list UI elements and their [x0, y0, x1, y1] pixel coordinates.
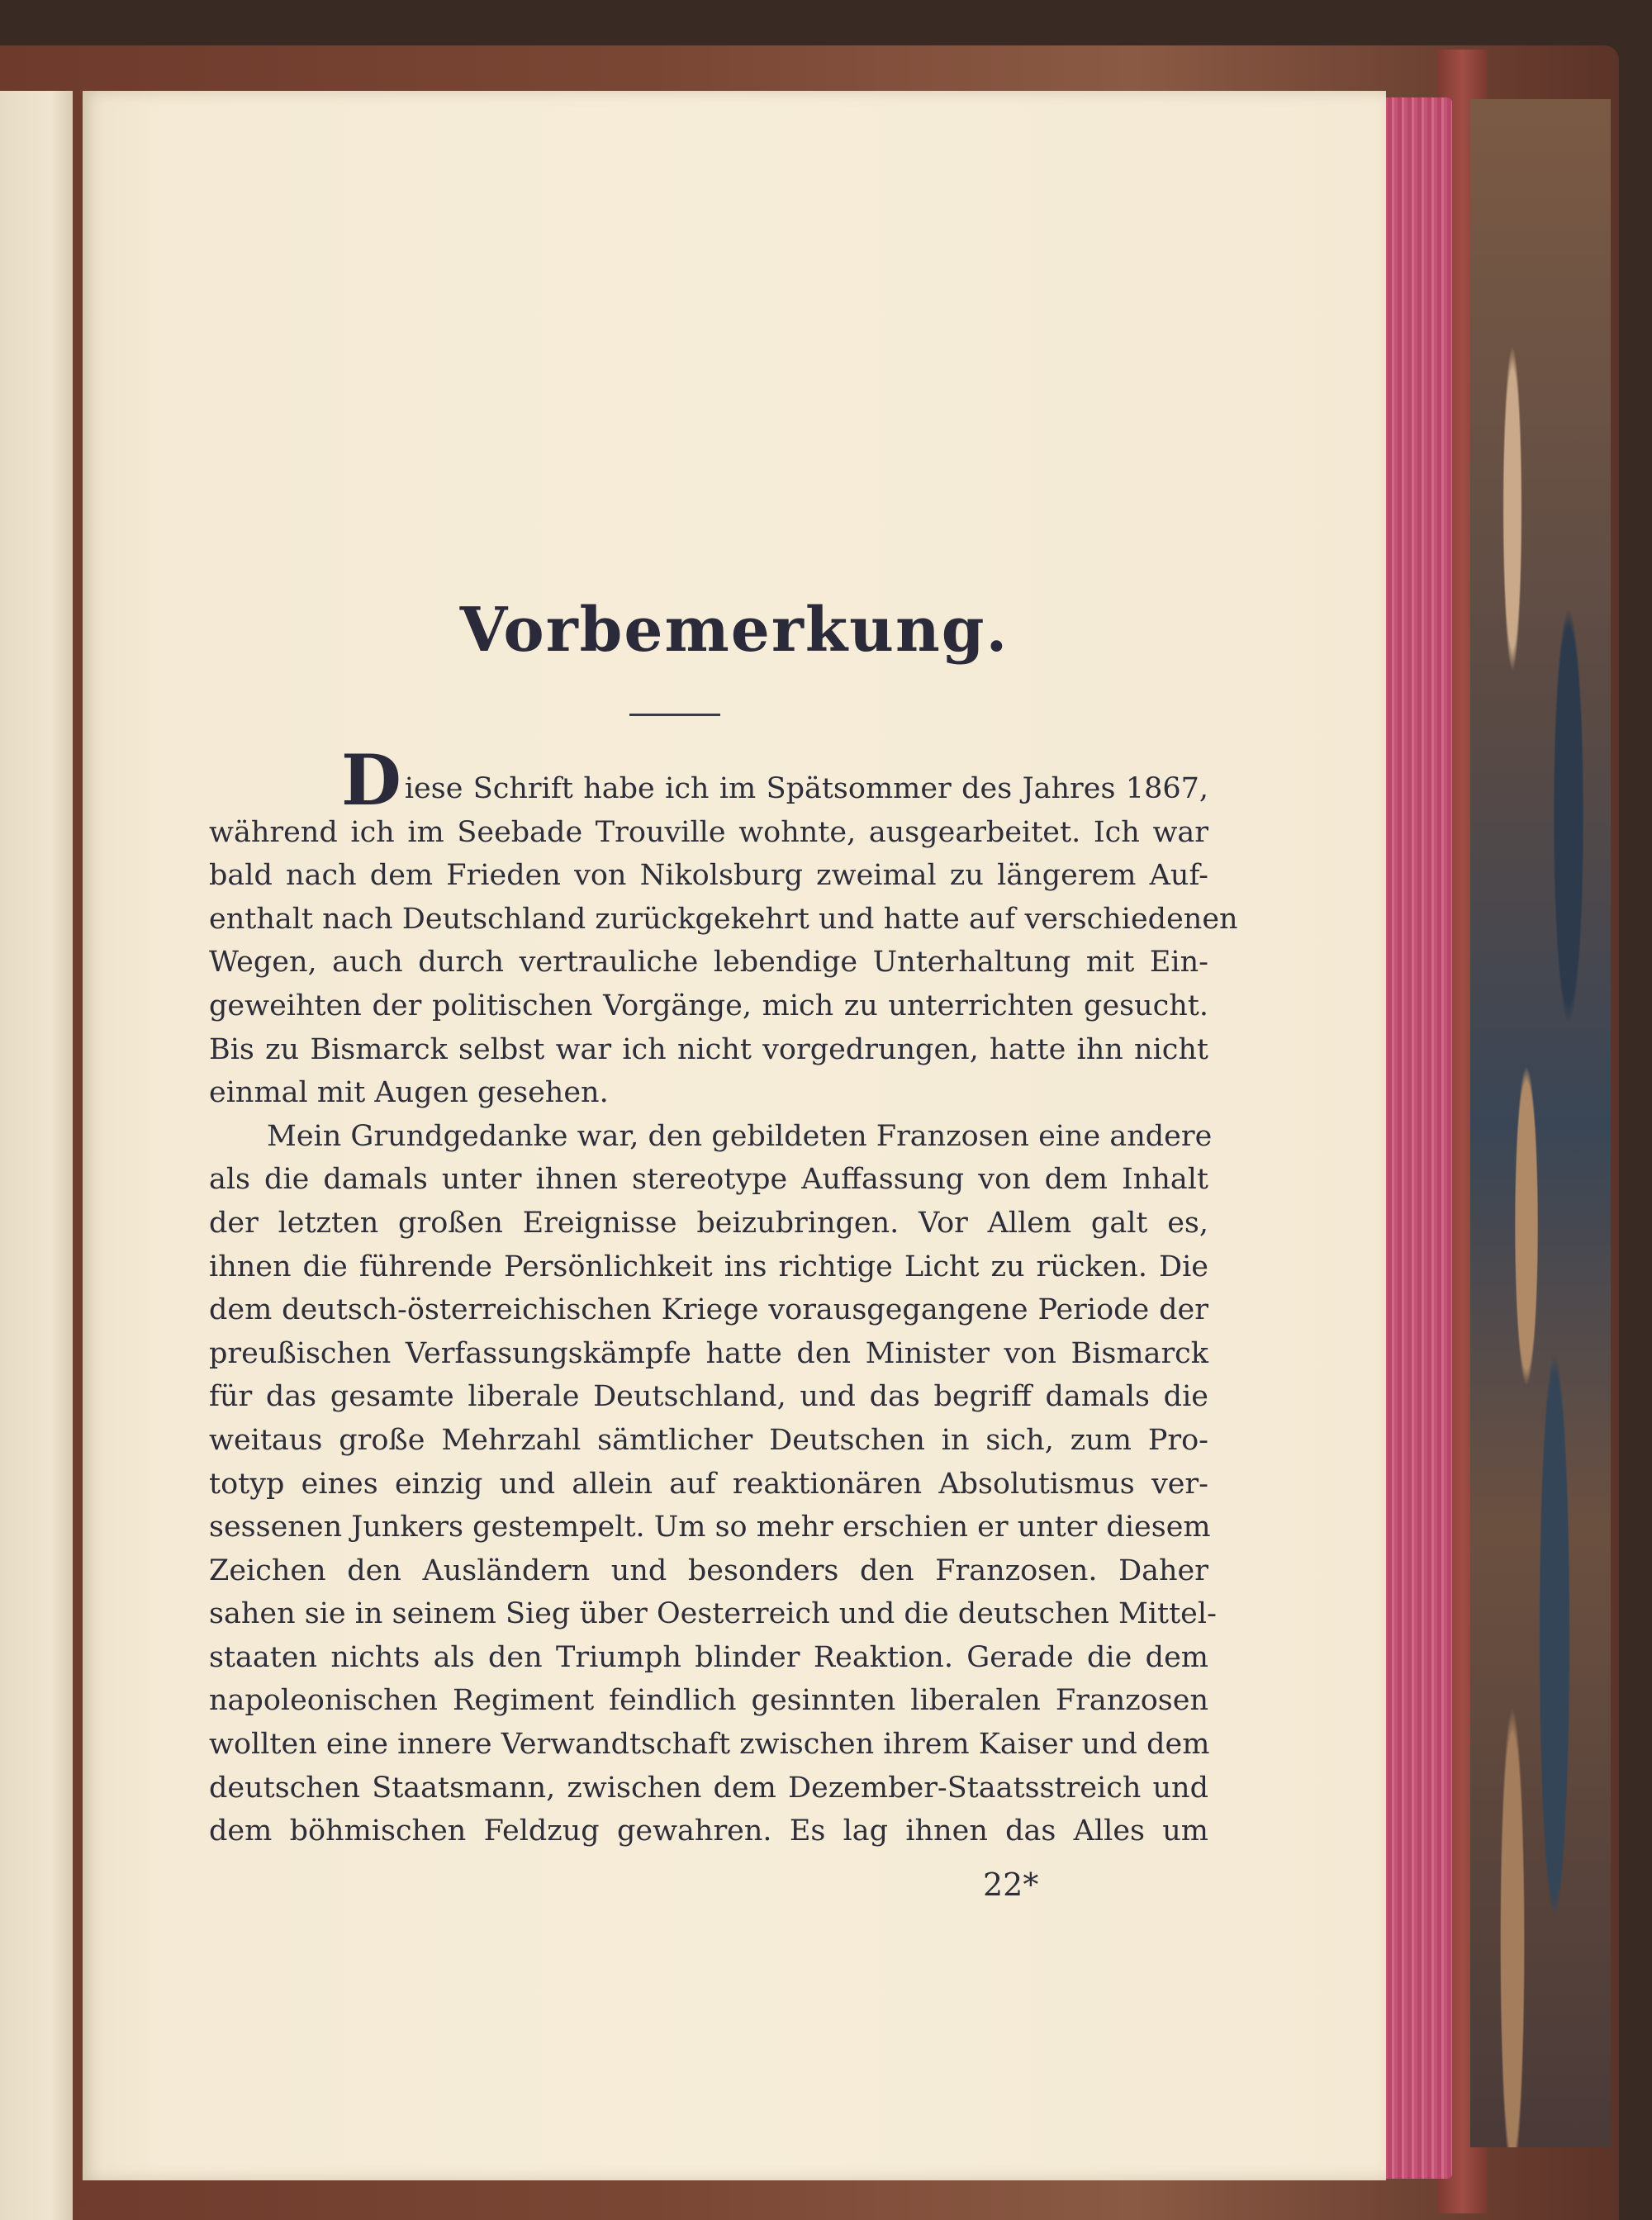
text-line: staaten nichts als den Triumph blinder Reaktion. Gerade die dem — [209, 1640, 1208, 1674]
text-line: wollten eine innere Verwandtschaft zwischen ihrem Kaiser und dem — [209, 1728, 1210, 1762]
text-line: bald nach dem Frieden von Nikolsburg zweimal zu längerem Auf- — [209, 859, 1208, 893]
paragraph-1 — [209, 739, 1238, 1115]
text-line: geweihten der politischen Vorgänge, mich zu unterrichten gesucht. — [209, 989, 1208, 1022]
text-line: der letzten großen Ereignisse beizubringen. Vor Allem galt es, — [209, 1206, 1208, 1240]
text-line: sahen sie in seinem Sieg über Oesterreich und die deutschen Mittel- — [209, 1597, 1217, 1631]
page-title: Vorbemerkung. — [459, 595, 1009, 666]
text-line: dem böhmischen Feldzug gewahren. Es lag ihnen das Alles um — [209, 1814, 1208, 1848]
title-rule — [629, 714, 720, 716]
text-line: Wegen, auch durch vertrauliche lebendige Unterhaltung mit Ein- — [209, 946, 1208, 980]
drop-cap: D — [341, 739, 401, 821]
text-line: Zeichen den Ausländern und besonders den Franzosen. Daher — [209, 1554, 1208, 1587]
left-page — [0, 91, 73, 2220]
page-number: 22* — [983, 1867, 1039, 1903]
text-line: deutschen Staatsmann, zwischen dem Dezember-Staatsstreich und — [209, 1771, 1208, 1805]
text-line: einmal mit Augen gesehen. — [209, 1076, 609, 1110]
text-line: Bis zu Bismarck selbst war ich nicht vorgedrungen, hatte ihn nicht — [209, 1032, 1208, 1066]
text-line: dem deutsch-österreichischen Kriege vorausgegangene Periode der — [209, 1293, 1208, 1327]
text-line: totyp eines einzig und allein auf reaktionären Absolutismus ver- — [209, 1467, 1208, 1501]
body-text — [209, 739, 1238, 1853]
text-line: napoleonischen Regiment feindlich gesinnten liberalen Franzosen — [209, 1684, 1208, 1718]
text-line: Mein Grundgedanke war, den gebildeten Franzosen eine andere — [267, 1119, 1213, 1153]
text-line: preußischen Verfassungskämpfe hatte den Minister von Bismarck — [209, 1336, 1208, 1370]
marbled-board — [1470, 99, 1611, 2147]
right-page — [83, 91, 1386, 2180]
text-line: sessenen Junkers gestempelt. Um so mehr erschien er unter diesem — [209, 1511, 1211, 1544]
text-line: ihnen die führende Persönlichkeit ins richtige Licht zu rücken. Die — [209, 1250, 1208, 1283]
text-line: Diese Schrift habe ich im Spätsommer des Jahres 1867, — [341, 739, 1208, 821]
paragraph-2 — [209, 1115, 1217, 1853]
page-edges — [1378, 97, 1452, 2179]
text-line: weitaus große Mehrzahl sämtlicher Deutschen in sich, zum Pro- — [209, 1423, 1208, 1457]
text-line: enthalt nach Deutschland zurückgekehrt und hatte auf verschiedenen — [209, 902, 1238, 936]
text-line: als die damals unter ihnen stereotype Auffassung von dem Inhalt — [209, 1163, 1208, 1197]
text-line: während ich im Seebade Trouville wohnte, ausgearbeitet. Ich war — [209, 815, 1208, 849]
text-line: für das gesamte liberale Deutschland, und das begriff damals die — [209, 1380, 1208, 1414]
